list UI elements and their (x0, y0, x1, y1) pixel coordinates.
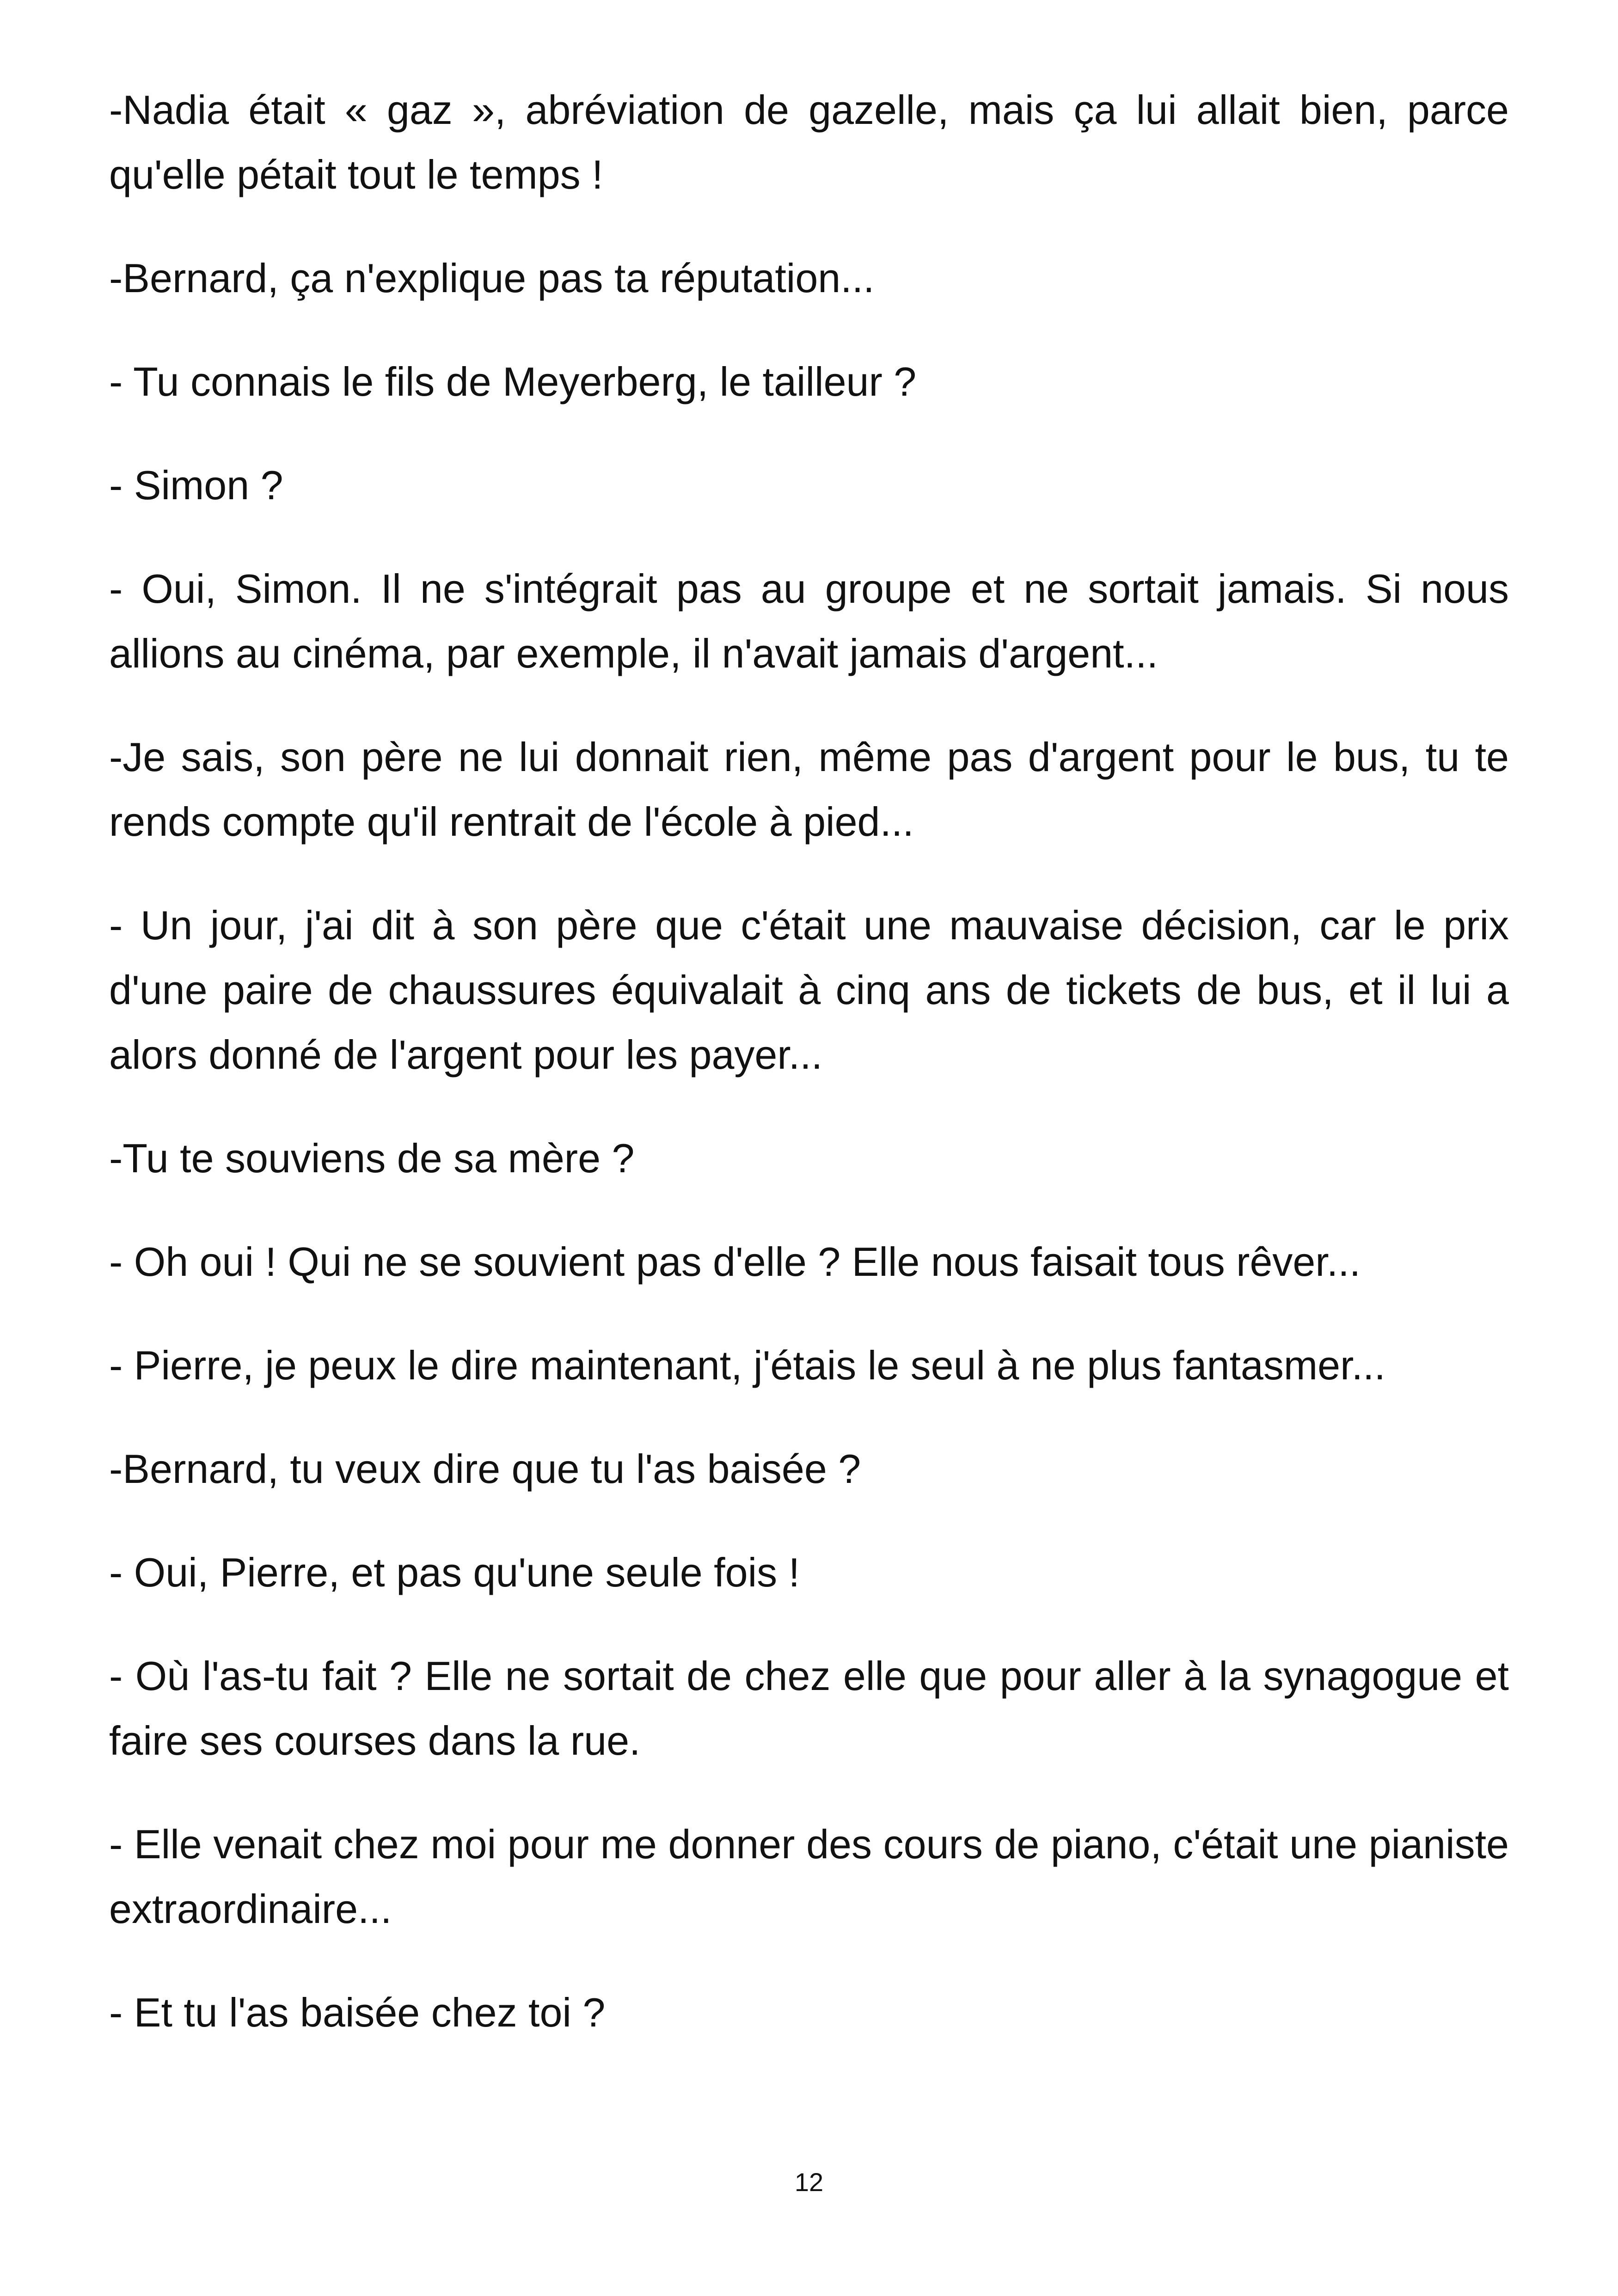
paragraph: -Je sais, son père ne lui donnait rien, même pas d'argent pour le bus, tu te rends compte qu'il rentrait de l'école à pied... (109, 734, 1509, 845)
paragraph: - Un jour, j'ai dit à son père que c'était une mauvaise décision, car le prix d'une paire de chaussures équivalait à cinq ans de tickets de bus, et il lui a alors donné de l'argent pour les payer... (109, 902, 1509, 1078)
page-body (109, 78, 1509, 2084)
paragraph: - Oh oui ! Qui ne se souvient pas d'elle ? Elle nous faisait tous rêver... (109, 1239, 1361, 1285)
paragraph: - Elle venait chez moi pour me donner des cours de piano, c'était une pianiste extraordinaire... (109, 1821, 1509, 1932)
paragraph: -Bernard, ça n'explique pas ta réputation... (109, 255, 875, 301)
paragraph: - Tu connais le fils de Meyerberg, le tailleur ? (109, 359, 917, 404)
paragraph: -Nadia était « gaz », abréviation de gazelle, mais ça lui allait bien, parce qu'elle pétait tout le temps ! (109, 87, 1509, 197)
paragraph: - Oui, Pierre, et pas qu'une seule fois ! (109, 1549, 800, 1595)
paragraph: - Pierre, je peux le dire maintenant, j'étais le seul à ne plus fantasmer... (109, 1342, 1385, 1388)
paragraph: - Oui, Simon. Il ne s'intégrait pas au groupe et ne sortait jamais. Si nous allions au cinéma, par exemple, il n'avait jamais d'argent... (109, 566, 1509, 676)
paragraph: - Où l'as-tu fait ? Elle ne sortait de chez elle que pour aller à la synagogue et faire ses courses dans la rue. (109, 1653, 1509, 1763)
paragraph: - Simon ? (109, 462, 283, 508)
paragraph: -Bernard, tu veux dire que tu l'as baisée ? (109, 1446, 861, 1492)
paragraph: -Tu te souviens de sa mère ? (109, 1135, 635, 1181)
paragraph: - Et tu l'as baisée chez toi ? (109, 1990, 606, 2035)
page-number: 12 (794, 2167, 824, 2197)
